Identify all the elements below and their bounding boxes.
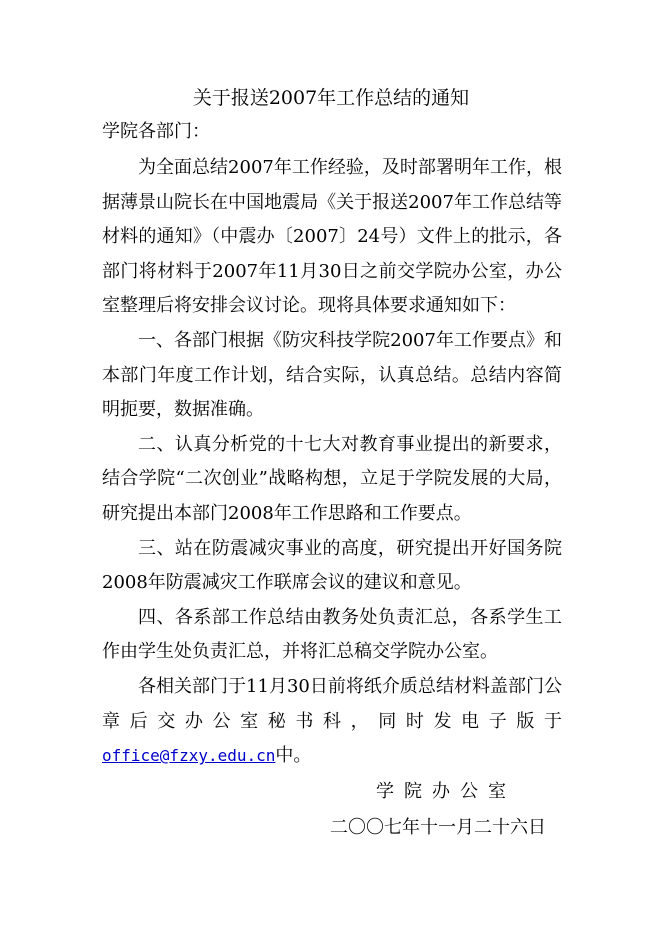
signature-date: 二〇〇七年十一月二十六日 bbox=[330, 817, 546, 838]
email-link[interactable]: office@fzxy.edu.cn bbox=[102, 746, 276, 766]
closing-text: 各相关部门于11月30日前将纸介质总结材料盖部门公章后交办公室秘书科，同时发电子版于 bbox=[102, 675, 562, 732]
signature-office: 学院办公室 bbox=[376, 781, 516, 802]
salutation: 学院各部门： bbox=[102, 121, 210, 142]
closing-text-end: 中。 bbox=[275, 745, 312, 767]
closing-paragraph bbox=[102, 670, 562, 774]
requirement-paragraph-3: 三、站在防震减灾事业的高度，研究提出开好国务院2008年防震减灾工作联席会议的建议和意见。 bbox=[102, 537, 562, 594]
document-body bbox=[102, 151, 562, 774]
requirement-paragraph-1: 一、各部门根据《防灾科技学院2007年工作要点》和本部门年度工作计划，结合实际，认真总结。总结内容简明扼要，数据准确。 bbox=[102, 329, 562, 421]
intro-paragraph: 为全面总结2007年工作经验，及时部署明年工作，根据薄景山院长在中国地震局《关于报送2007年工作总结等材料的通知》（中震办〔2007〕24号）文件上的批示，各部门将材料于2007年11月30日之前交学院办公室，办公室整理后将安排会议讨论。现将具体要求通知如下： bbox=[102, 157, 562, 317]
document-title: 关于报送2007年工作总结的通知 bbox=[192, 87, 470, 109]
requirement-paragraph-2: 二、认真分析党的十七大对教育事业提出的新要求，结合学院“二次创业”战略构想，立足于学院发展的大局，研究提出本部门2008年工作思路和工作要点。 bbox=[102, 433, 562, 524]
requirement-paragraph-4: 四、各系部工作总结由教务处负责汇总，各系学生工作由学生处负责汇总，并将汇总稿交学院办公室。 bbox=[102, 606, 562, 663]
